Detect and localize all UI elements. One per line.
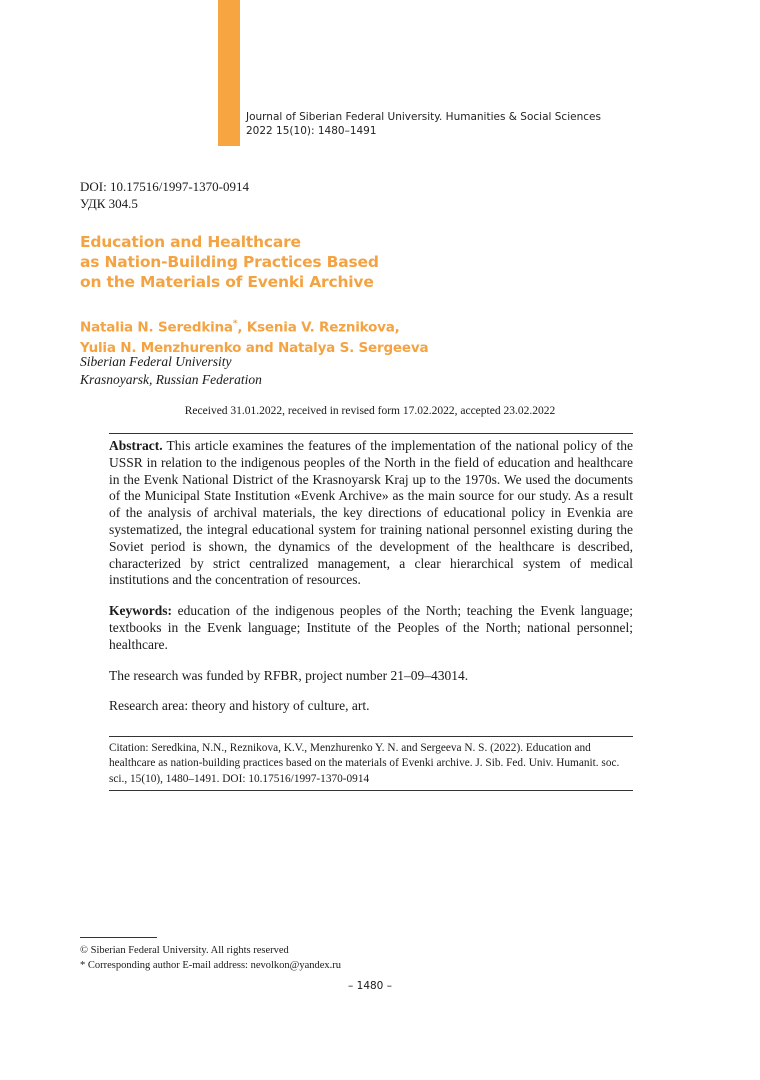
affiliation-location: Krasnoyarsk, Russian Federation <box>80 372 262 387</box>
copyright-footnote: © Siberian Federal University. All rights reserved <box>80 945 289 956</box>
journal-issue: 2022 15(10): 1480–1491 <box>246 125 377 137</box>
authors-line-2: Yulia N. Menzhurenko and Natalya S. Sergeeva <box>80 339 429 356</box>
authors-line-1 <box>80 314 428 338</box>
abstract-box <box>109 433 633 715</box>
keywords-label: Keywords: <box>109 603 172 619</box>
funding-note: The research was funded by RFBR, project number 21–09–43014. <box>109 667 469 683</box>
abstract <box>109 438 633 589</box>
author-seredkina: Natalia N. Seredkina <box>80 319 233 336</box>
udk: УДК 304.5 <box>80 196 138 211</box>
doi: DOI: 10.17516/1997-1370-0914 <box>80 179 249 194</box>
corresponding-marker: * <box>232 319 238 329</box>
abstract-text: This article examines the features of the implementation of the national policy of the USSR in relation to the indigenous peoples of the North in the field of education and healthcare in the Evenk National District of the Krasnoyarsk Kraj up to the 1970s. We used the documents of the Municipal State Institution «Evenk Archive» as the main source for our study. As a result of the analysis of archival materials, the key directions of educational policy in Evenkia are systematized, the integral educational system for training national personnel existing during the Soviet period is shown, the dynamics of the development of the healthcare is described, characterized by strict centralized management, a clear hierarchical system of medical institutions and the concentration of resources. <box>109 438 633 588</box>
footnote-divider <box>80 937 157 938</box>
affiliation-university: Siberian Federal University <box>80 354 232 369</box>
affiliation <box>80 353 262 389</box>
journal-header <box>246 110 601 138</box>
corresponding-footnote: * Corresponding author E-mail address: nevolkon@yandex.ru <box>80 960 342 971</box>
author-reznikova: , Ksenia V. Reznikova, <box>237 319 400 336</box>
page-number: – 1480 – <box>348 980 392 992</box>
title-line: on the Materials of Evenki Archive <box>80 273 374 291</box>
research-area: Research area: theory and history of culture, art. <box>109 698 370 714</box>
article-title <box>80 232 500 292</box>
author-list <box>80 314 428 358</box>
title-line: Education and Healthcare <box>80 233 301 251</box>
journal-name: Journal of Siberian Federal University. Humanities & Social Sciences <box>246 111 601 123</box>
keywords <box>109 603 633 653</box>
keywords-text: education of the indigenous peoples of the North; teaching the Evenk language; textbooks in the Evenk language; Institute of the Peoples of the North; national personnel; healthcare. <box>109 603 633 652</box>
journal-accent-bar <box>218 0 240 146</box>
received-dates: Received 31.01.2022, received in revised form 17.02.2022, accepted 23.02.2022 <box>184 405 556 417</box>
citation: Citation: Seredkina, N.N., Reznikova, K.V., Menzhurenko Y. N. and Sergeeva N. S. (2022). Education and healthcare as nation-building practices based on the materials of Evenki archive. J. Sib. Fed. Univ. Humanit. soc. sci., 15(10), 1480–1491. DOI: 10.17516/1997-1370-0914 <box>109 736 633 791</box>
article-meta <box>80 178 249 212</box>
title-line: as Nation-Building Practices Based <box>80 253 379 271</box>
abstract-label: Abstract. <box>109 438 163 453</box>
